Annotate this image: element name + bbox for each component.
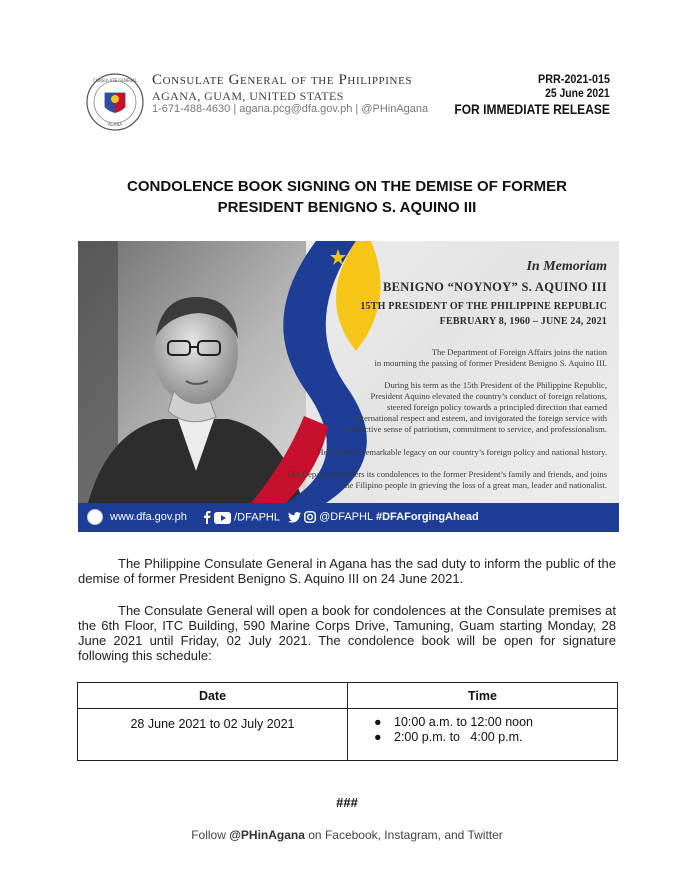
memoriam-line: President Aquino elevated the country’s conduct of foreign relations, [370,391,607,401]
hashtag-link[interactable]: #DFAForgingAhead [376,511,479,523]
memoriam-line: steered foreign policy towards a principled direction that earned [386,402,607,412]
memoriam-line: a collective sense of patriotism, commitment to service, and professionalism. [342,424,607,434]
youtube-icon [214,512,231,524]
stars-graphic [328,247,388,291]
facebook-icon [202,511,211,524]
twitter-icon [288,512,301,523]
in-memoriam-label: In Memoriam [526,259,607,274]
svg-text:AGANA: AGANA [107,122,123,127]
body-paragraph-1 [78,556,616,586]
memoriam-paragraph [342,380,607,435]
dfa-website-link[interactable]: www.dfa.gov.ph [110,511,187,523]
social-handle-twitter-instagram[interactable] [288,511,373,523]
column-header-date: Date [78,683,348,709]
instagram-icon [304,511,316,523]
time-slot-1 [374,715,616,730]
end-mark: ### [336,795,358,810]
memoriam-position: 15TH PRESIDENT OF THE PHILIPPINE REPUBLIC [360,301,607,312]
follow-suffix: on Facebook, Instagram, and Twitter [304,828,503,842]
social-handle-text: @DFAPHL [319,511,374,523]
memoriam-line: international respect and esteem, and invigorated the foreign service with [355,413,607,423]
headline-line-1: CONDOLENCE BOOK SIGNING ON THE DEMISE OF FORMER [126,178,568,195]
body-paragraph-text: The Consulate General will open a book for condolences at the Consulate premises at the 6th Floor, ITC Building, 590 Marine Corps Drive, Tamuning, Guam starting Monday, 28 June 2021 until Friday, 02 July 2021. The condolence book will be open for signature following this schedule: [78,603,616,663]
body-paragraph-2 [78,603,616,663]
memoriam-paragraph [317,447,607,458]
org-contact: 1-671-488-4630 | agana.pcg@dfa.gov.ph | @PHinAgana [152,103,429,115]
release-date: 25 June 2021 [545,88,610,100]
dfa-seal-icon [87,509,103,525]
press-release-number: PRR-2021-015 [537,72,610,86]
bullet-icon: ● [374,715,382,729]
headline-line-2: PRESIDENT BENIGNO S. AQUINO III [217,199,477,216]
table-row [78,709,618,761]
release-status: FOR IMMEDIATE RELEASE [454,101,610,117]
memoriam-paragraph [286,469,607,491]
follow-line [0,828,694,842]
bullet-icon: ● [374,730,382,744]
memoriam-line: The Department offers its condolences to the former President’s family and friends, and joins [286,469,607,479]
in-memoriam-banner [78,241,619,532]
body-paragraph-text: The Philippine Consulate General in Agana has the sad duty to inform the public of the demise of former President Benigno S. Aquino III on 24 June 2021. [78,556,616,586]
memoriam-line: During his term as the 15th President of the Philippine Republic, [384,380,607,390]
time-slot-text: 10:00 a.m. to 12:00 noon [394,715,533,729]
column-header-time: Time [348,683,618,709]
memoriam-line: the Filipino people in grieving the loss of a great man, leader and nationalist. [342,480,607,490]
time-slot-2 [374,730,616,745]
follow-handle-link[interactable]: @PHinAgana [229,828,305,842]
memoriam-name: BENIGNO “NOYNOY” S. AQUINO III [383,280,607,294]
memoriam-line: He has left a remarkable legacy on our country’s foreign policy and national history. [317,447,607,457]
memoriam-line: The Department of Foreign Affairs joins the nation [431,347,607,357]
banner-footer-bar [78,503,619,532]
follow-prefix: Follow [191,828,230,842]
org-name: Consulate General of the Philippines [152,72,413,88]
memoriam-paragraph [375,347,607,369]
table-header-row [78,683,618,709]
schedule-date-cell: 28 June 2021 to 02 July 2021 [78,709,348,761]
svg-text:CONSULATE GENERAL: CONSULATE GENERAL [92,78,138,83]
schedule-time-cell [348,709,618,761]
memoriam-line: in mourning the passing of former President Benigno S. Aquino III. [374,358,607,368]
time-slot-text: 2:00 p.m. to 4:00 p.m. [394,730,523,744]
social-handle-text: /DFAPHL [234,511,280,524]
memoriam-dates: FEBRUARY 8, 1960 – JUNE 24, 2021 [439,316,607,327]
social-handle-facebook-youtube[interactable] [202,511,280,524]
org-location: AGANA, GUAM, UNITED STATES [152,89,344,103]
philippine-seal-icon [86,73,144,131]
schedule-table [77,682,618,761]
